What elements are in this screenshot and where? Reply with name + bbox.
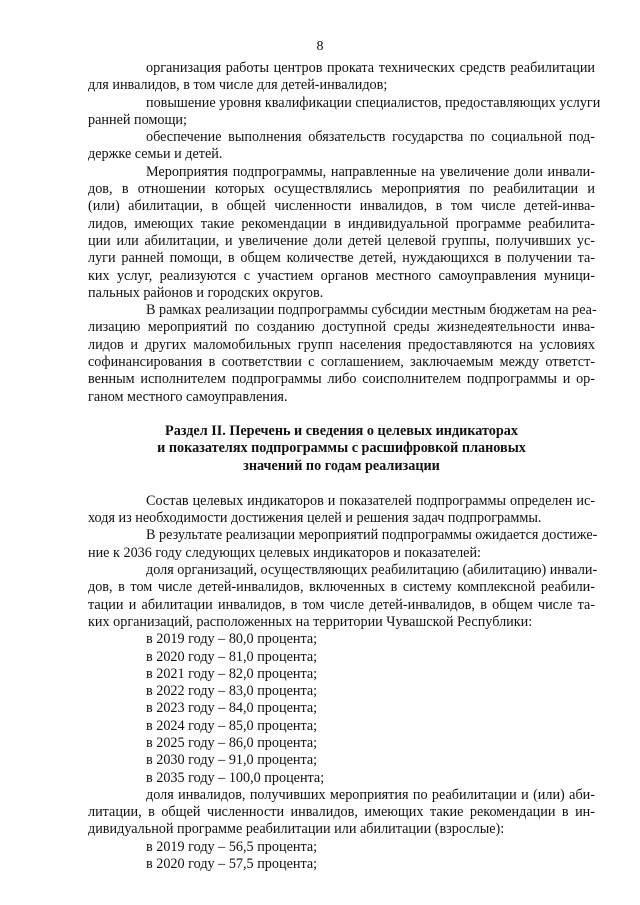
text-line: обеспечение выполнения обязательств государства по социальной под- (146, 129, 595, 146)
list-item: в 2023 году – 84,0 процента; (146, 700, 318, 717)
paragraph (88, 493, 595, 528)
text-line: венным исполнителем подпрограммы либо соисполнителем подпрограммы и ор- (88, 371, 595, 388)
text-line: тации и абилитации инвалидов, в том числе детей-инвалидов, в общем числе та- (88, 596, 595, 613)
text-line: повышение уровня квалификации специалистов, предоставляющих услуги (146, 94, 601, 111)
paragraph (88, 94, 601, 130)
spacer (88, 475, 595, 493)
text-line: В результате реализации мероприятий подпрограммы ожидается достиже- (146, 527, 598, 544)
heading-line: и показателях подпрограммы с расшифровкой плановых (157, 440, 526, 457)
text-line: ких услуг, реализуются с участием органов местного самоуправления муници- (88, 267, 595, 284)
text-line: держке семьи и детей. (88, 146, 223, 163)
text-line: лидов, имеющих такие рекомендации в индивидуальной программе реабилита- (88, 215, 595, 232)
text-line: ранней помощи; (88, 111, 187, 128)
list-item: в 2035 году – 100,0 процента; (146, 769, 325, 786)
text-line: ганом местного самоуправления. (88, 388, 288, 405)
text-line: В рамках реализации подпрограммы субсидии местным бюджетам на реа- (146, 302, 597, 319)
document-body (88, 60, 601, 873)
text-line: доля инвалидов, получивших мероприятия по реабилитации и (или) аби- (146, 786, 595, 803)
list-item: в 2020 году – 57,5 процента; (146, 856, 318, 873)
paragraph (88, 129, 595, 164)
text-line: пальных районов и городских округов. (88, 284, 324, 301)
list-item: в 2030 году – 91,0 процента; (146, 752, 318, 769)
text-line: для инвалидов, в том числе для детей-инвалидов; (88, 77, 388, 94)
text-line: Мероприятия подпрограммы, направленные на увеличение доли инвали- (146, 163, 595, 180)
spacer (88, 406, 595, 423)
text-line: литации, в общей численности инвалидов, имеющих такие рекомендации в ин- (88, 804, 595, 821)
text-line: организация работы центров проката технических средств реабилитации (146, 60, 595, 76)
text-line: софинансирования в соответствии с соглашением, заключаемым между ответст- (88, 354, 595, 371)
text-line: ких организаций, расположенных на территории Чувашской Республики: (88, 613, 533, 630)
text-line: дов, в том числе детей-инвалидов, включенных в систему комплексной реабили- (88, 579, 595, 596)
text-line: луги ранней помощи, в общем количестве детей, нуждающихся в получении та- (88, 250, 595, 267)
text-line: ходя из необходимости достижения целей и решения задач подпрограммы. (88, 510, 542, 527)
text-line: ции или абилитации, и увеличение доли детей целевой группы, получивших ус- (88, 232, 595, 249)
text-line: лидов и других маломобильных групп населения предоставляются на условиях (88, 336, 595, 353)
paragraph (88, 60, 595, 95)
paragraph (88, 527, 598, 562)
text-line: (или) абилитации, в общей численности инвалидов, в том числе детей-инва- (88, 198, 595, 215)
paragraph (88, 562, 598, 631)
list-item: в 2024 году – 85,0 процента; (146, 717, 318, 734)
list-item: в 2019 году – 80,0 процента; (146, 631, 318, 648)
text-line: лизацию мероприятий по созданию доступной среды жизнедеятельности инва- (88, 319, 595, 336)
paragraph (88, 164, 595, 302)
indicator-list-organizations (88, 631, 595, 787)
text-line: дов, в отношении которых осуществлялись мероприятия по реабилитации и (88, 181, 595, 198)
text-line: ние к 2036 году следующих целевых индикаторов и показателей: (88, 544, 481, 561)
page-number: 8 (316, 39, 324, 54)
list-item: в 2025 году – 86,0 процента; (146, 734, 318, 751)
heading-line: значений по годам реализации (243, 457, 440, 474)
indicator-list-adults (88, 839, 595, 874)
text-line: доля организаций, осуществляющих реабилитацию (абилитацию) инвали- (146, 562, 598, 579)
list-item: в 2022 году – 83,0 процента; (146, 683, 318, 700)
heading-line: Раздел II. Перечень и сведения о целевых индикаторах (165, 422, 518, 439)
list-item: в 2020 году – 81,0 процента; (146, 648, 318, 665)
paragraph (88, 302, 595, 406)
paragraph (88, 787, 595, 839)
section-heading (88, 423, 595, 475)
text-line: дивидуальной программе реабилитации или абилитации (взрослые): (88, 821, 505, 838)
list-item: в 2021 году – 82,0 процента; (146, 665, 318, 682)
text-line: Состав целевых индикаторов и показателей подпрограммы определен ис- (146, 492, 595, 509)
list-item: в 2019 году – 56,5 процента; (146, 838, 318, 855)
